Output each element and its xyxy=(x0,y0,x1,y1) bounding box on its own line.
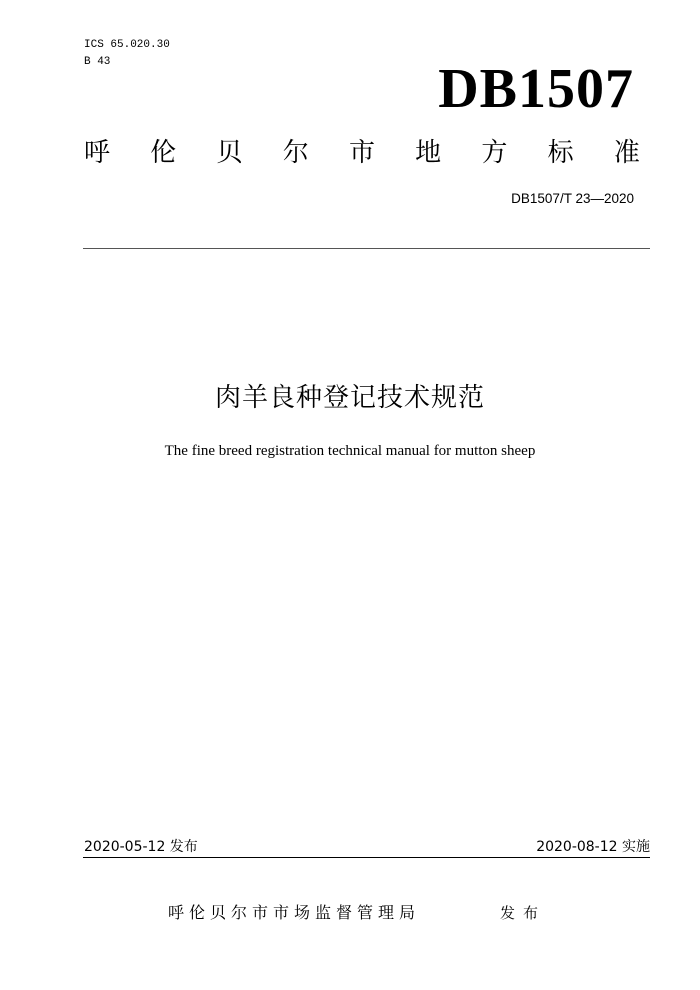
publish-label: 发布 xyxy=(500,904,547,922)
implement-date: 2020-08-12 实施 xyxy=(536,839,650,855)
standard-type-char: 准 xyxy=(613,138,640,168)
publisher-name: 呼伦贝尔市市场监督管理局 xyxy=(168,903,421,922)
standard-type-char: 尔 xyxy=(282,138,309,168)
classification-code: B 43 xyxy=(84,56,111,68)
standard-type-char: 标 xyxy=(547,138,574,168)
standard-code: DB1507 xyxy=(438,58,634,120)
standard-type-char: 呼 xyxy=(84,138,111,168)
document-title-zh: 肉羊良种登记技术规范 xyxy=(214,383,485,413)
standard-type-char: 贝 xyxy=(216,138,243,168)
standard-type xyxy=(84,136,640,170)
standard-type-char: 伦 xyxy=(150,138,177,168)
publish-date: 2020-05-12 发布 xyxy=(84,839,198,855)
document-title-en: The fine breed registration technical manual for mutton sheep xyxy=(164,443,536,459)
standard-type-char: 市 xyxy=(348,138,375,168)
standard-number: DB1507/T 23—2020 xyxy=(511,191,634,206)
header-divider xyxy=(83,248,650,249)
standard-type-char: 方 xyxy=(481,138,508,168)
footer-divider xyxy=(83,857,650,858)
ics-code: ICS 65.020.30 xyxy=(84,39,170,51)
standard-type-char: 地 xyxy=(415,138,442,168)
